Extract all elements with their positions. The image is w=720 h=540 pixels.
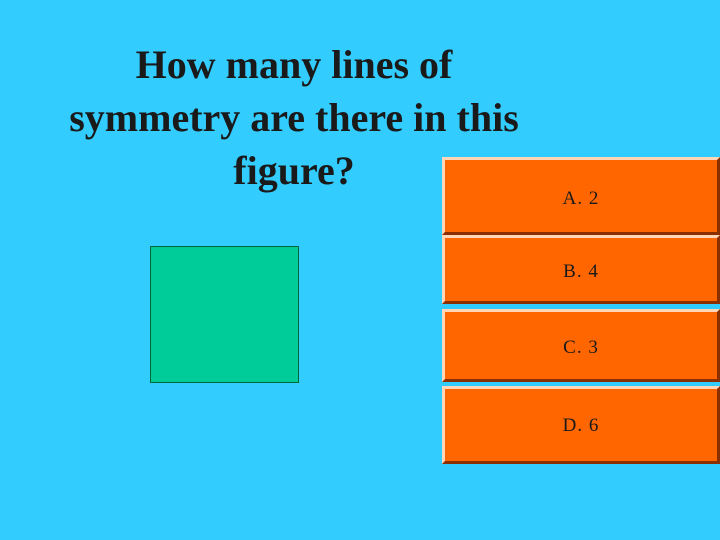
- answer-label-d: D. 6: [562, 415, 600, 436]
- answer-option-d[interactable]: [442, 386, 720, 464]
- answer-option-a[interactable]: [442, 157, 720, 235]
- answer-label-c: C. 3: [563, 337, 599, 358]
- answer-option-c[interactable]: [442, 309, 720, 382]
- question-line-1: How many lines of: [135, 42, 453, 87]
- question-line-3: figure?: [233, 148, 355, 193]
- answer-label-a: A. 2: [562, 188, 600, 209]
- answer-option-b[interactable]: [442, 235, 720, 304]
- question-line-2: symmetry are there in this: [69, 95, 519, 140]
- answer-label-b: B. 4: [563, 261, 599, 282]
- square-figure: [150, 246, 299, 383]
